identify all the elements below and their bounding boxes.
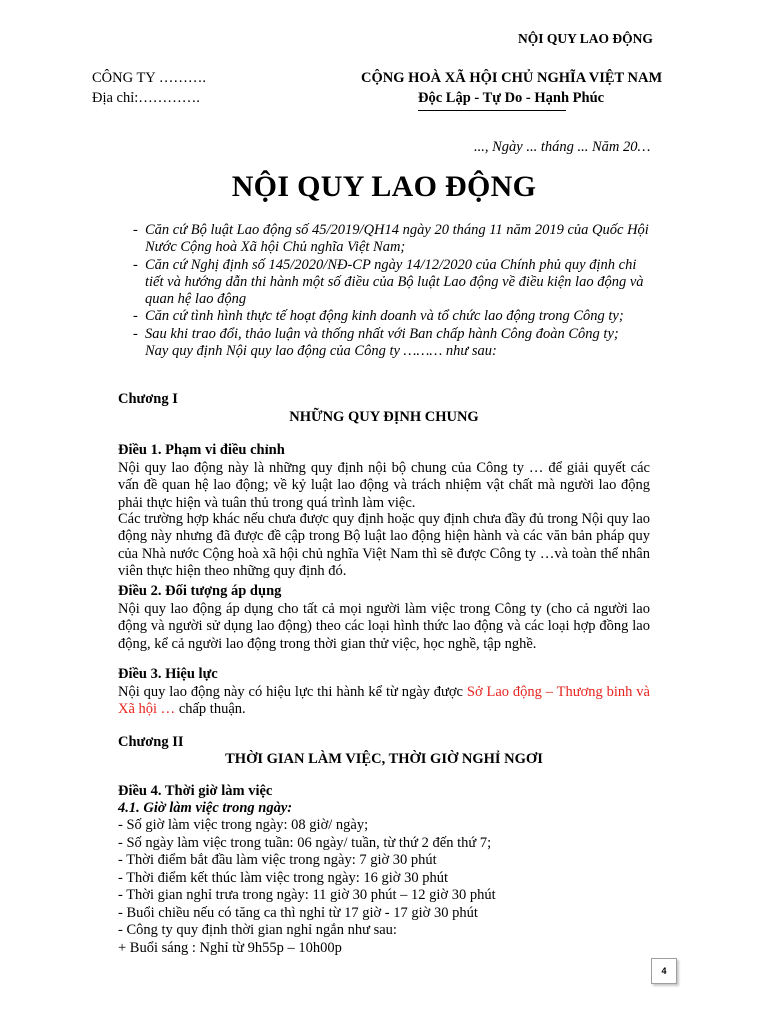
chapter-2-label: Chương II	[118, 734, 184, 750]
list-item: - Công ty quy định thời gian nghỉ ngắn như sau:	[118, 922, 397, 938]
national-title: CỘNG HOÀ XÃ HỘI CHỦ NGHĨA VIỆT NAM	[361, 70, 663, 86]
legal-basis-item: - Căn cứ Nghị định số 145/2020/NĐ-CP ngày 14/12/2020 của Chính phủ quy định chi tiết và hướng dẫn thi hành một số điều của Bộ luật Lao động về điều kiện lao động và quan hệ lao động	[133, 257, 653, 309]
list-item: - Thời điểm kết thúc làm việc trong ngày: 16 giờ 30 phút	[118, 869, 448, 886]
chapter-1-label: Chương I	[118, 391, 178, 407]
company-address: Địa chỉ:………….	[92, 90, 200, 106]
list-item: - Thời điểm bắt đầu làm việc trong ngày: 7 giờ 30 phút	[118, 852, 437, 868]
page-number-badge: 4	[651, 958, 677, 984]
list-item: + Buổi sáng : Nghỉ từ 9h55p – 10h00p	[118, 939, 342, 956]
article-1-paragraph-2: Các trường hợp khác nếu chưa được quy định hoặc quy định chưa đầy đủ trong Nội quy lao động này nhưng đã được đề cập trong Bộ luật lao động hiện hành và các văn bản pháp quy của Nhà nước Cộng hoà xã hội chủ nghĩa Việt Nam thì sẽ được Công ty …và toàn thể nhân viên thực hiện theo những quy định đó.	[118, 511, 651, 579]
article-4-heading: Điều 4. Thời giờ làm việc	[118, 783, 273, 799]
article-1-paragraph-1: Nội quy lao động này là những quy định nội bộ chung của Công ty … để giải quyết các vấn đề quan hệ lao động; về kỷ luật lao động và trách nhiệm vật chất mà người lao động phải thực hiện và tuân thủ trong quá trình làm việc.	[118, 460, 650, 511]
article-2-heading: Điều 2. Đối tượng áp dụng	[118, 583, 282, 599]
document-title: NỘI QUY LAO ĐỘNG	[231, 170, 537, 203]
list-item: - Số giờ làm việc trong ngày: 08 giờ/ ngày;	[118, 817, 369, 833]
national-motto: Độc Lập - Tự Do - Hạnh Phúc	[418, 90, 605, 106]
list-item: - Số ngày làm việc trong tuần: 06 ngày/ tuần, từ thứ 2 đến thứ 7;	[118, 834, 492, 851]
running-header-title: NỘI QUY LAO ĐỘNG	[518, 31, 653, 46]
article-3-text-end: chấp thuận.	[175, 701, 246, 718]
legal-basis-item: - Căn cứ tình hình thực tế hoạt động kinh doanh và tổ chức lao động trong Công ty;	[133, 308, 653, 325]
article-1-heading: Điều 1. Phạm vi điều chỉnh	[118, 442, 285, 458]
legal-basis-item: - Sau khi trao đổi, thảo luận và thống nhất với Ban chấp hành Công đoàn Công ty;	[133, 326, 653, 343]
article-3-text-start: Nội quy lao động này có hiệu lực thi hành kể từ ngày được	[118, 684, 467, 700]
legal-basis-list	[133, 222, 653, 360]
article-3-authority: Sở Lao động – Thương binh và Xã hội …	[118, 684, 650, 718]
working-hours-list	[118, 817, 650, 957]
document-date: ..., Ngày ... tháng ... Năm 20…	[474, 139, 651, 155]
motto-underline	[418, 110, 566, 111]
article-3-heading: Điều 3. Hiệu lực	[118, 666, 218, 682]
legal-basis-item: - Căn cứ Bộ luật Lao động số 45/2019/QH14 ngày 20 tháng 11 năm 2019 của Quốc Hội Nước Cộng hoà Xã hội Chủ nghĩa Việt Nam;	[133, 222, 653, 257]
article-4-subheading: 4.1. Giờ làm việc trong ngày:	[118, 800, 293, 816]
list-item: - Buổi chiều nếu có tăng ca thì nghỉ từ 17 giờ - 17 giờ 30 phút	[118, 904, 478, 921]
chapter-2-title: THỜI GIAN LÀM VIỆC, THỜI GIỜ NGHỈ NGƠI	[225, 751, 543, 767]
list-item: - Thời gian nghỉ trưa trong ngày: 11 giờ 30 phút – 12 giờ 30 phút	[118, 887, 496, 903]
article-3-paragraph	[118, 684, 650, 719]
company-name: CÔNG TY ……….	[92, 70, 206, 86]
article-2-paragraph: Nội quy lao động áp dụng cho tất cả mọi người làm việc trong Công ty (cho cả người lao động và người sử dụng lao động) theo các loại hình thức lao động và các loại hợp đồng lao động, kể cả người lao động trong thời gian thử việc, học nghề, tập nghề.	[118, 601, 650, 652]
chapter-1-title: NHỮNG QUY ĐỊNH CHUNG	[289, 409, 479, 425]
legal-basis-conclusion: Nay quy định Nội quy lao động của Công ty ……… như sau:	[145, 343, 497, 360]
